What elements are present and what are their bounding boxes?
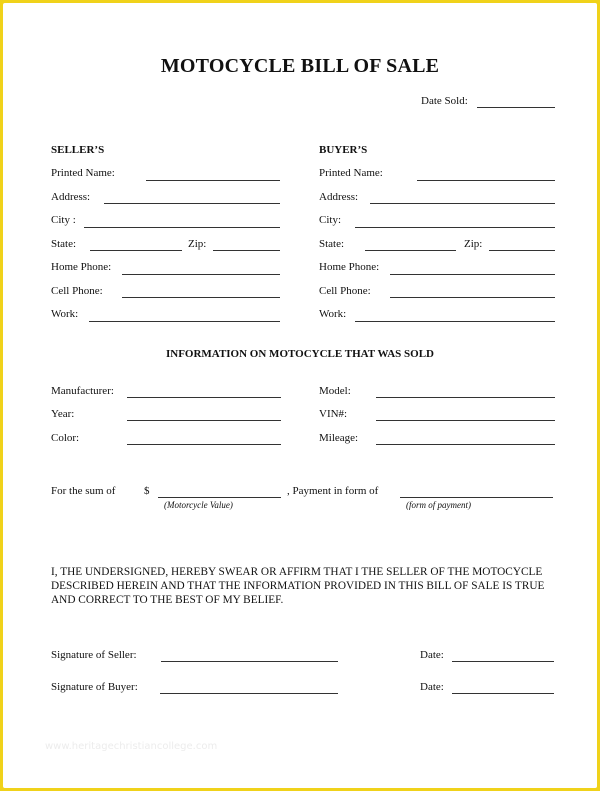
seller-address-field[interactable] (104, 203, 280, 204)
buyer-cell-phone-field[interactable] (390, 297, 555, 298)
seller-heading: SELLER’S (51, 144, 105, 156)
mileage-field[interactable] (376, 444, 555, 445)
buyer-home-phone-field[interactable] (390, 274, 555, 275)
form-page (3, 3, 597, 788)
payment-form-label: , Payment in form of (287, 485, 379, 497)
year-label: Year: (51, 408, 75, 420)
buyer-city-label: City: (319, 214, 342, 226)
seller-zip-label: Zip: (188, 238, 207, 250)
buyer-address-field[interactable] (370, 203, 555, 204)
year-field[interactable] (127, 420, 281, 421)
buyer-zip-field[interactable] (489, 250, 555, 251)
buyer-zip-label: Zip: (464, 238, 483, 250)
motorcycle-value-caption: (Motorcycle Value) (164, 500, 233, 510)
buyer-heading: BUYER’S (319, 144, 368, 156)
sum-label: For the sum of (51, 485, 116, 497)
seller-state-field[interactable] (90, 250, 182, 251)
buyer-date-field[interactable] (452, 693, 554, 694)
currency-symbol: $ (144, 485, 150, 497)
buyer-work-field[interactable] (355, 321, 555, 322)
seller-printed-name-label: Printed Name: (51, 167, 115, 179)
vehicle-section-heading: INFORMATION ON MOTOCYCLE THAT WAS SOLD (165, 348, 435, 360)
buyer-state-label: State: (319, 238, 345, 250)
seller-state-label: State: (51, 238, 77, 250)
seller-signature-field[interactable] (161, 661, 338, 662)
buyer-city-field[interactable] (355, 227, 555, 228)
manufacturer-label: Manufacturer: (51, 385, 114, 397)
seller-printed-name-field[interactable] (146, 180, 280, 181)
buyer-work-label: Work: (319, 308, 347, 320)
buyer-date-label: Date: (420, 681, 444, 693)
date-sold-label: Date Sold: (421, 95, 468, 107)
seller-city-label: City : (51, 214, 76, 226)
seller-address-label: Address: (51, 191, 91, 203)
payment-form-field[interactable] (400, 497, 553, 498)
form-title: MOTOCYCLE BILL OF SALE (160, 55, 440, 77)
seller-work-label: Work: (51, 308, 79, 320)
color-field[interactable] (127, 444, 281, 445)
seller-cell-phone-field[interactable] (122, 297, 280, 298)
seller-cell-phone-label: Cell Phone: (51, 285, 103, 297)
color-label: Color: (51, 432, 80, 444)
buyer-state-field[interactable] (365, 250, 456, 251)
payment-form-caption: (form of payment) (406, 500, 471, 510)
model-field[interactable] (376, 397, 555, 398)
manufacturer-field[interactable] (127, 397, 281, 398)
watermark: www.heritagechristiancollege.com (45, 741, 218, 752)
seller-work-field[interactable] (89, 321, 280, 322)
model-label: Model: (319, 385, 351, 397)
buyer-cell-phone-label: Cell Phone: (319, 285, 371, 297)
seller-city-field[interactable] (84, 227, 280, 228)
buyer-printed-name-field[interactable] (417, 180, 555, 181)
vin-label: VIN#: (319, 408, 348, 420)
motorcycle-value-field[interactable] (158, 497, 281, 498)
buyer-signature-label: Signature of Buyer: (51, 681, 138, 693)
seller-home-phone-label: Home Phone: (51, 261, 112, 273)
date-sold-field[interactable] (477, 107, 555, 108)
buyer-home-phone-label: Home Phone: (319, 261, 380, 273)
buyer-signature-field[interactable] (160, 693, 338, 694)
mileage-label: Mileage: (319, 432, 359, 444)
affirmation-statement: I, THE UNDERSIGNED, HEREBY SWEAR OR AFFIRM THAT I THE SELLER OF THE MOTOCYCLE DESCRIBED HEREIN AND THAT THE INFORMATION PROVIDED IN THIS BILL OF SALE IS TRUE AND CORRECT TO THE BEST OF MY BELIEF. (51, 566, 545, 606)
buyer-printed-name-label: Printed Name: (319, 167, 383, 179)
seller-signature-label: Signature of Seller: (51, 649, 137, 661)
seller-home-phone-field[interactable] (122, 274, 280, 275)
seller-date-field[interactable] (452, 661, 554, 662)
seller-zip-field[interactable] (213, 250, 280, 251)
seller-date-label: Date: (420, 649, 444, 661)
buyer-address-label: Address: (319, 191, 359, 203)
vin-field[interactable] (376, 420, 555, 421)
